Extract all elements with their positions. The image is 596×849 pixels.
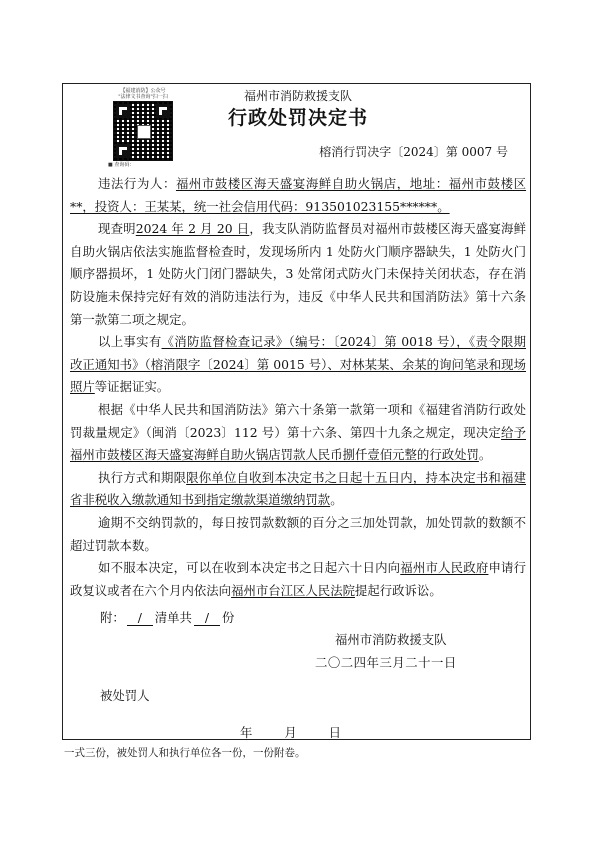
review-authority: 福州市人民政府: [400, 560, 489, 576]
document-title: 行政处罚决定书: [227, 107, 368, 129]
qr-finder-icon: [116, 144, 130, 158]
copies-note: 一式三份，被处罚人和执行单位各一份，一份附卷。: [64, 747, 306, 759]
document-body: [70, 173, 526, 602]
evidence-list: 《消防监督检查记录》（编号：〔2024〕第 0018 号），《责令限期改正通知书》（榕消限字〔2024〕第 0015 号）、对林某某、余某的询问笔录和现场照片: [70, 334, 526, 395]
signature-date: 二〇二四年三月二十一日: [315, 655, 457, 670]
offender-details: 福州市鼓楼区海天盛宴海鲜自助火锅店，地址：福州市鼓楼区**，投资人：王某某，统一社会信用代码：913501023155******。: [70, 176, 527, 214]
payment-terms: 限你单位自收到本决定书之日起十五日内，持本决定书和福建省非税收入缴款通知书到指定缴款渠道缴纳罚款: [70, 469, 527, 508]
receipt-date-blank: 年 月 日: [240, 725, 342, 740]
attachment-line: 附： / 清单共 / 份: [100, 610, 235, 625]
paragraph-findings: 现查明2024 年 2 月 20 日，我支队消防监督员对福州市鼓楼区海天盛宴海鲜自助火锅店依法实施监督检查时，发现场所内 1 处防火门顺序器缺失，1 处防火门顺序器损坏，1 处防火门闭门器缺失，3 处常闭式防火门未保持关闭状态，存在消防设施未保持完好有效的消防违法行为，违反《中华人民共和国消防法》第十六条第一款第二项之规定。: [70, 221, 527, 327]
document-number: 榕消行罚决字〔2024〕第 0007 号: [319, 145, 508, 159]
paragraph-offender: 违法行为人：福州市鼓楼区海天盛宴海鲜自助火锅店，地址：福州市鼓楼区**，投资人：王某某，统一社会信用代码：913501023155******。: [70, 176, 527, 214]
issuing-org: 福州市消防救援支队: [243, 89, 352, 103]
paragraph-appeal: 如不服本决定，可以在收到本决定书之日起六十日内向福州市人民政府申请行政复议或者在六个月内依法向福州市台江区人民法院提起行政诉讼。: [70, 560, 527, 598]
qr-caption-2: "法律文书查询"扫一扫: [118, 94, 168, 100]
attachment-count-blank: /: [194, 610, 220, 626]
inspection-date: 2024 年 2 月 20 日: [135, 221, 250, 237]
qr-footer: ■ 查询码：: [108, 162, 135, 168]
paragraph-overdue: 逾期不交纳罚款的，每日按罚款数额的百分之三加处罚款，加处罚款的数额不超过罚款本数。: [70, 514, 526, 553]
court-name: 福州市台江区人民法院: [231, 582, 355, 598]
attachment-blank: /: [127, 610, 153, 626]
paragraph-execution: 执行方式和期限限你单位自收到本决定书之日起十五日内，持本决定书和福建省非税收入缴款通知书到指定缴款渠道缴纳罚款。: [70, 469, 527, 508]
recipient-label: 被处罚人: [100, 688, 150, 703]
paragraph-decision: 根据《中华人民共和国消防法》第六十条第一款第一项和《福建省消防行政处罚裁量规定》（闽消〔2023〕112 号）第十六条、第四十九条之规定，现决定给予福州市鼓楼区海天盛宴海鲜自助火锅店罚款人民币捌仟壹佰元整的行政处罚。: [70, 401, 527, 463]
penalty-decision: 给予福州市鼓楼区海天盛宴海鲜自助火锅店罚款人民币捌仟壹佰元整的行政处罚: [70, 424, 527, 463]
paragraph-evidence: 以上事实有《消防监督检查记录》（编号：〔2024〕第 0018 号），《责令限期改正通知书》（榕消限字〔2024〕第 0015 号）、对林某某、余某的询问笔录和现场照片等证据证实。: [70, 334, 526, 395]
signature-org: 福州市消防救援支队: [335, 632, 447, 647]
qr-caption: 【福建消防】公众号: [120, 88, 166, 94]
